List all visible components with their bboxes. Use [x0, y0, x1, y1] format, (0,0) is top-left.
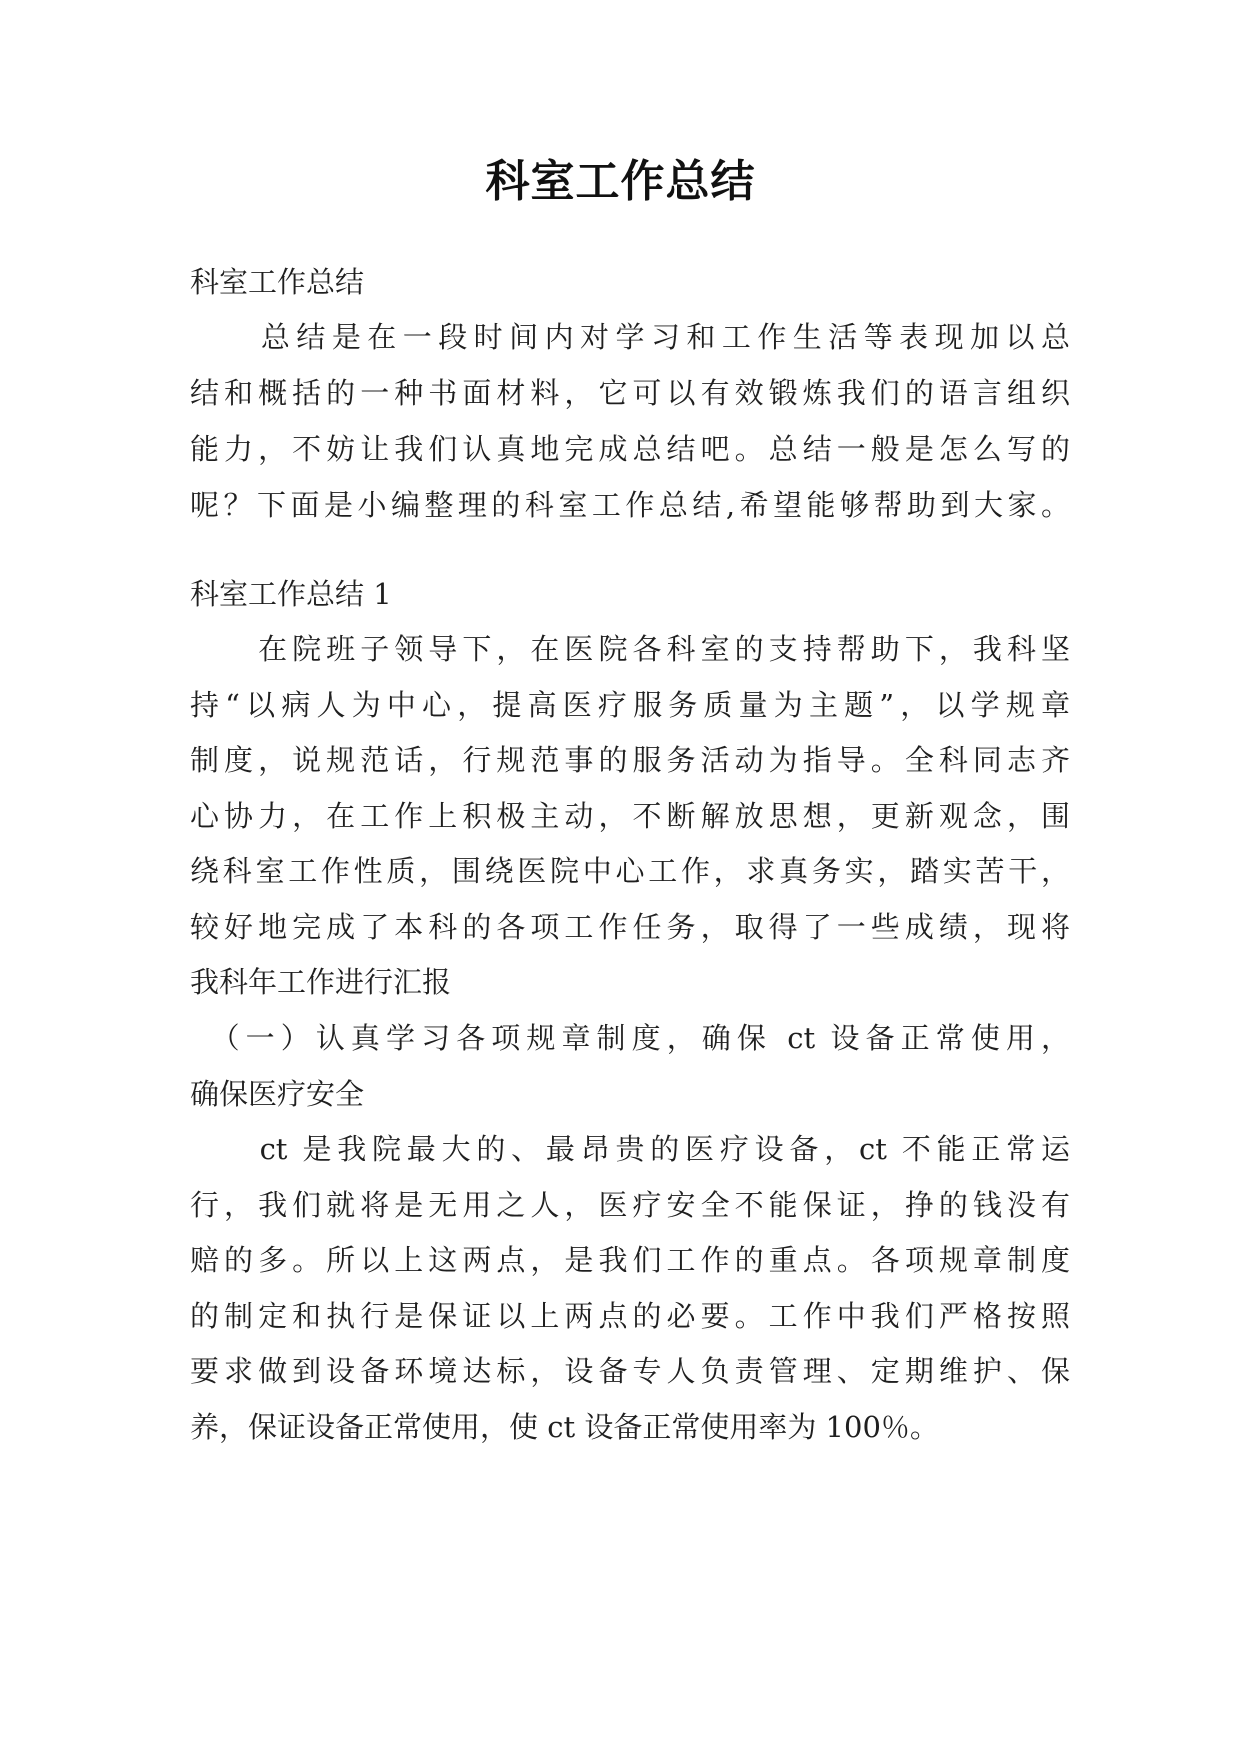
section-line: 在院班子领导下，在医院各科室的支持帮助下，我科坚 — [190, 632, 1070, 666]
body-line: 赔的多。所以上这两点，是我们工作的重点。各项规章制度 — [190, 1243, 1070, 1277]
item-heading-line: 确保医疗安全 — [190, 1077, 365, 1111]
section-line: 绕科室工作性质，围绕医院中心工作，求真务实，踏实苦干， — [190, 854, 1070, 888]
body-line: 行，我们就将是无用之人，医疗安全不能保证，挣的钱没有 — [190, 1188, 1070, 1222]
document-heading: 科室工作总结 — [190, 265, 365, 299]
section-line: 我科年工作进行汇报 — [190, 965, 452, 999]
document-title: 科室工作总结 — [485, 156, 756, 207]
intro-line: 总结是在一段时间内对学习和工作生活等表现加以总 — [190, 320, 1070, 354]
intro-line: 能力，不妨让我们认真地完成总结吧。总结一般是怎么写的 — [190, 432, 1070, 466]
body-line: 的制定和执行是保证以上两点的必要。工作中我们严格按照 — [190, 1299, 1070, 1333]
section-heading: 科室工作总结 1 — [190, 577, 392, 611]
section-line: 心协力，在工作上积极主动，不断解放思想，更新观念，围 — [190, 799, 1070, 833]
body-line: 要求做到设备环境达标，设备专人负责管理、定期维护、保 — [190, 1354, 1070, 1388]
item-heading-line: （一）认真学习各项规章制度，确保 ct 设备正常使用， — [190, 1021, 1070, 1055]
body-line: ct 是我院最大的、最昂贵的医疗设备，ct 不能正常运 — [190, 1132, 1070, 1166]
body-line: 养，保证设备正常使用，使 ct 设备正常使用率为 100％。 — [190, 1410, 939, 1444]
section-line: 较好地完成了本科的各项工作任务，取得了一些成绩，现将 — [190, 910, 1070, 944]
intro-line: 呢？下面是小编整理的科室工作总结,希望能够帮助到大家。 — [190, 488, 1070, 522]
intro-line: 结和概括的一种书面材料，它可以有效锻炼我们的语言组织 — [190, 376, 1070, 410]
section-line: 持“以病人为中心，提高医疗服务质量为主题”，以学规章 — [190, 688, 1070, 722]
section-line: 制度，说规范话，行规范事的服务活动为指导。全科同志齐 — [190, 743, 1070, 777]
